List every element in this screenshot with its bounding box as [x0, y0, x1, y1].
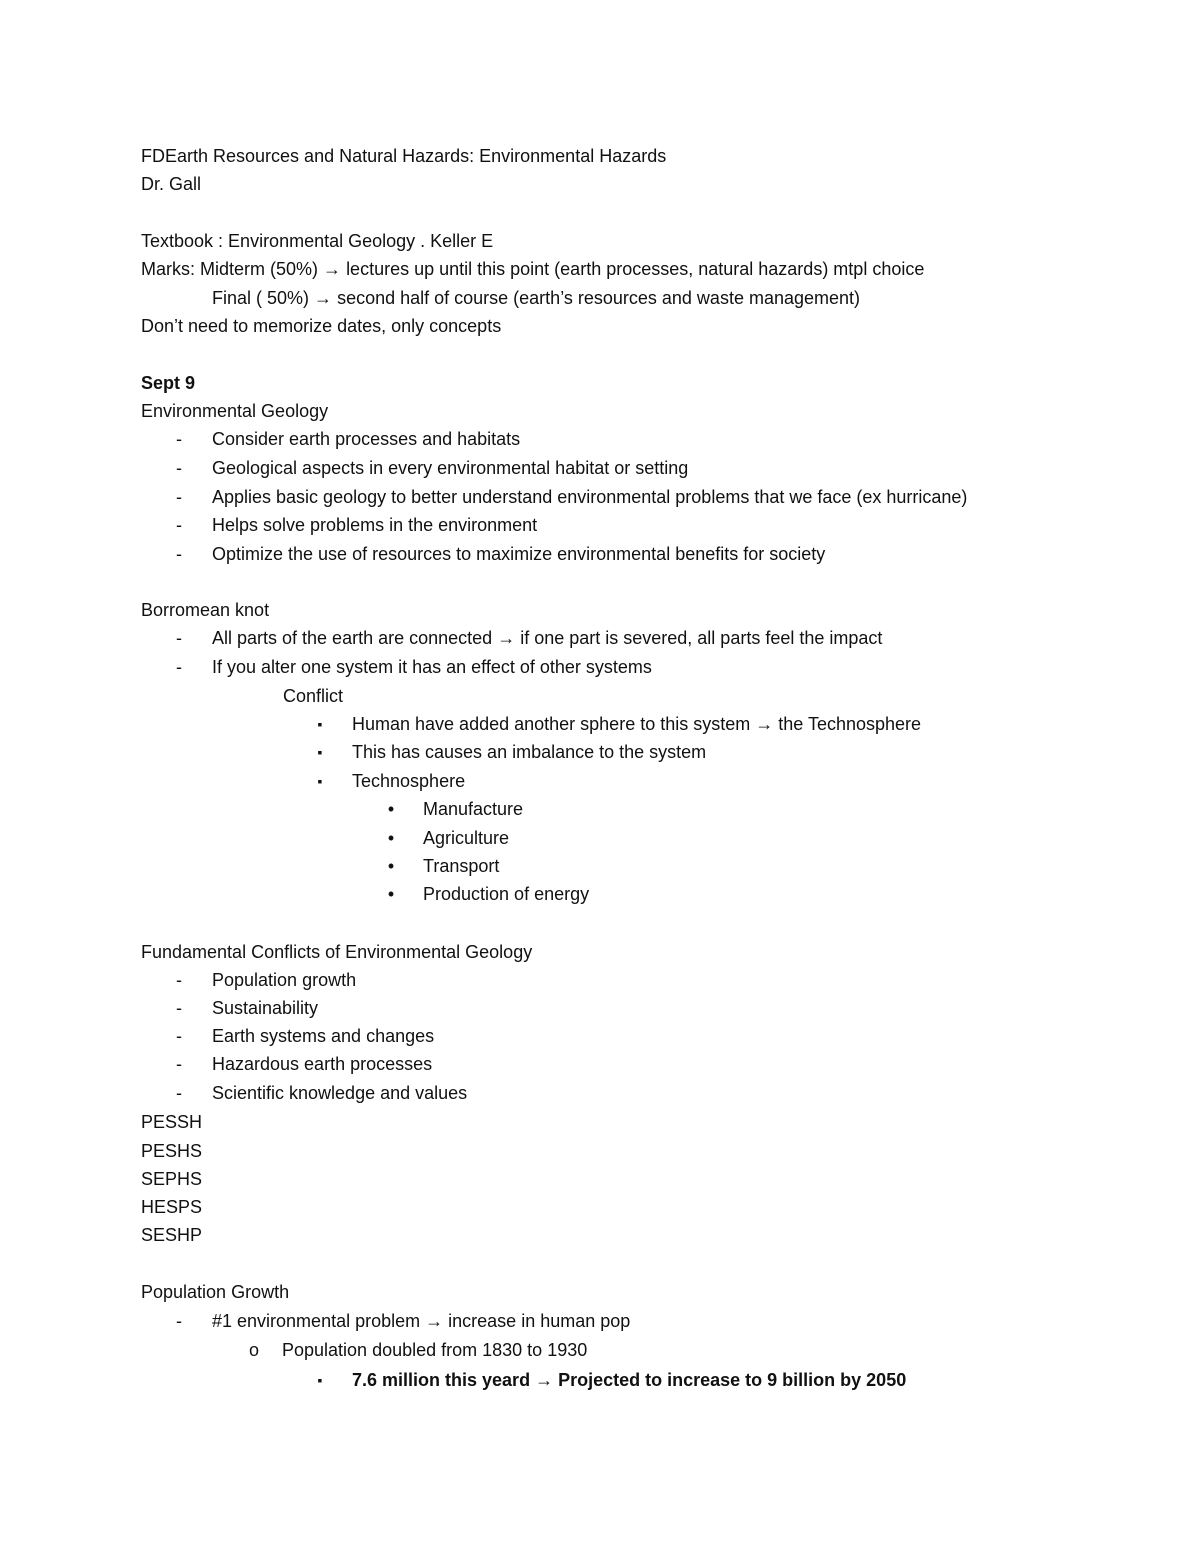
arrow-icon: →: [535, 1370, 554, 1390]
mnemonic-text: PESHS: [141, 1141, 203, 1161]
final-text: [212, 284, 860, 312]
list-item-text: Sustainability: [212, 998, 319, 1018]
item-prefix: 7.6 million this yeard: [352, 1370, 531, 1390]
arrow-icon: →: [755, 714, 774, 734]
square-bullet-icon: ▪: [317, 1372, 323, 1388]
list-item-text: Helps solve problems in the environment: [212, 515, 538, 535]
dash-bullet: -: [176, 1026, 182, 1046]
heading-text: Borromean knot: [141, 600, 270, 620]
item-suffix: if one part is severed, all parts feel the impact: [520, 628, 883, 648]
arrow-icon: →: [425, 1311, 444, 1331]
mnemonic-text: HESPS: [141, 1197, 203, 1217]
dash-bullet: -: [176, 429, 182, 449]
circle-bullet-icon: o: [248, 1340, 259, 1360]
list-item-text: This has causes an imbalance to the system: [352, 742, 707, 762]
list-item-text: If you alter one system it has an effect of other systems: [212, 657, 652, 677]
arrow-icon: →: [323, 259, 342, 279]
dash-bullet: -: [176, 458, 182, 478]
item-suffix: increase in human pop: [448, 1311, 631, 1331]
topic-text: Environmental Geology: [141, 401, 329, 421]
heading-text: Fundamental Conflicts of Environmental Geology: [141, 942, 533, 962]
list-item-text: Consider earth processes and habitats: [212, 429, 521, 449]
square-bullet-icon: ▪: [317, 744, 323, 760]
dash-bullet: -: [176, 628, 182, 648]
item-prefix: Human have added another sphere to this system: [352, 714, 751, 734]
list-item-text: Optimize the use of resources to maximize environmental benefits for society: [212, 544, 826, 564]
heading-text: Population Growth: [141, 1282, 290, 1302]
list-item-text: [352, 1366, 906, 1394]
list-item-text: [212, 1307, 630, 1335]
list-item-text: Transport: [423, 856, 500, 876]
dot-bullet-icon: •: [387, 884, 395, 904]
dash-bullet: -: [176, 515, 182, 535]
arrow-icon: →: [314, 288, 333, 308]
dash-bullet: -: [176, 544, 182, 564]
list-item-text: Production of energy: [423, 884, 590, 904]
item-prefix: All parts of the earth are connected: [212, 628, 493, 648]
item-suffix: Projected to increase to 9 billion by 2050: [558, 1370, 907, 1390]
square-bullet-icon: ▪: [317, 773, 323, 789]
note-text: Don’t need to memorize dates, only concepts: [141, 316, 502, 336]
dash-bullet: -: [176, 998, 182, 1018]
dash-bullet: -: [176, 1083, 182, 1103]
list-item-text: Technosphere: [352, 771, 466, 791]
marks-text: [141, 255, 924, 283]
square-bullet-icon: ▪: [317, 716, 323, 732]
list-item-text: Population growth: [212, 970, 357, 990]
dash-bullet: -: [176, 1054, 182, 1074]
textbook-text: Textbook : Environmental Geology . Keller E: [141, 231, 494, 251]
list-item-text: Scientific knowledge and values: [212, 1083, 468, 1103]
list-item-text: Earth systems and changes: [212, 1026, 435, 1046]
list-item-text: [352, 710, 921, 738]
heading-text: Sept 9: [141, 373, 196, 393]
item-suffix: the Technosphere: [778, 714, 922, 734]
list-item-text: Applies basic geology to better understand environmental problems that we face (ex hurricane): [212, 487, 968, 507]
marks-prefix: Marks: Midterm (50%): [141, 259, 319, 279]
mnemonic-text: SESHP: [141, 1225, 203, 1245]
list-item-text: Hazardous earth processes: [212, 1054, 433, 1074]
course-title: FDEarth Resources and Natural Hazards: Environmental Hazards: [141, 146, 667, 166]
arrow-icon: →: [497, 628, 516, 648]
dash-bullet: -: [176, 1311, 182, 1331]
list-item-text: Agriculture: [423, 828, 510, 848]
conflict-label: Conflict: [283, 686, 344, 706]
final-prefix: Final ( 50%): [212, 288, 310, 308]
dash-bullet: -: [176, 657, 182, 677]
dot-bullet-icon: •: [387, 799, 395, 819]
final-suffix: second half of course (earth’s resources and waste management): [337, 288, 861, 308]
list-item-text: [212, 624, 882, 652]
dash-bullet: -: [176, 970, 182, 990]
mnemonic-text: PESSH: [141, 1112, 203, 1132]
list-item-text: Population doubled from 1830 to 1930: [282, 1340, 588, 1360]
item-prefix: #1 environmental problem: [212, 1311, 421, 1331]
instructor-name: Dr. Gall: [141, 174, 202, 194]
list-item-text: Geological aspects in every environmental habitat or setting: [212, 458, 689, 478]
dot-bullet-icon: •: [387, 856, 395, 876]
list-item-text: Manufacture: [423, 799, 524, 819]
mnemonic-text: SEPHS: [141, 1169, 203, 1189]
dash-bullet: -: [176, 487, 182, 507]
dot-bullet-icon: •: [387, 828, 395, 848]
marks-suffix: lectures up until this point (earth processes, natural hazards) mtpl choice: [346, 259, 925, 279]
